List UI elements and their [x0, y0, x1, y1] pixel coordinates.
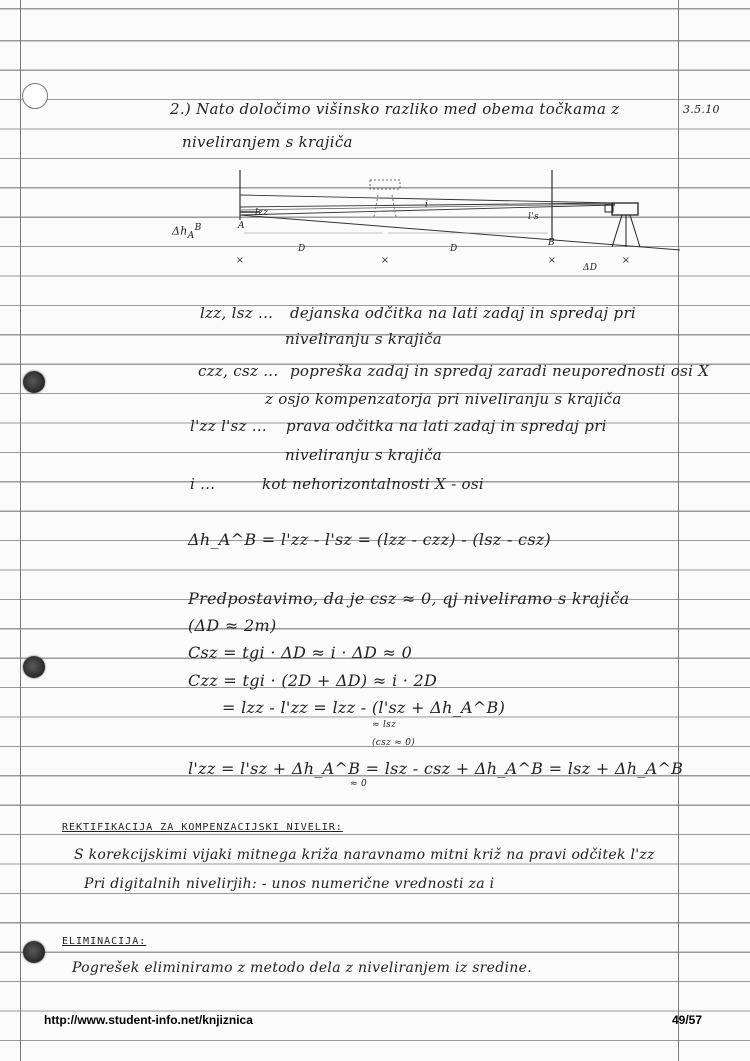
section-rektifikacija-line-2: Pri digitalnih nivelirjih: - unos numerične vrednosti za i: [84, 876, 495, 892]
ls-label: l's: [528, 212, 539, 222]
date: 3.5.10: [683, 103, 720, 116]
def-3-cont: niveliranju s krajiča: [285, 446, 443, 464]
def-2-cont: z osjo kompenzatorja pri niveliranju s krajiča: [265, 390, 622, 408]
def-3-term: l'zz l'sz ...: [190, 417, 267, 435]
assumption-line-1: Predpostavimo, da je csz ≈ 0, qj niveliramo s krajiča: [188, 589, 630, 608]
assumption-line-2: (ΔD ≈ 2m): [188, 616, 277, 635]
distance-d1: D: [298, 244, 306, 254]
delta-h-sub: A: [187, 229, 195, 241]
svg-text:×: ×: [621, 255, 631, 266]
equation-czz: Czz = tgi · (2D + ΔD) ≈ i · 2D: [188, 671, 438, 690]
i-angle-label: i: [425, 200, 429, 210]
right-margin-line: [678, 0, 679, 1061]
note-csz-zero: (csz ≈ 0): [372, 738, 416, 748]
point-a-label: A: [238, 221, 245, 231]
lz-label: lzz: [255, 208, 269, 218]
note-approx-lsz: ≈ lsz: [372, 720, 397, 730]
punch-hole: [23, 371, 45, 393]
def-1-text: dejanska odčitka na lati zadaj in spredaj pri: [290, 304, 637, 322]
distance-delta-d: ΔD: [583, 263, 598, 273]
section-rektifikacija-title: REKTIFIKACIJA ZA KOMPENZACIJSKI NIVELIR:: [62, 822, 343, 833]
equation-csz: Csz = tgi · ΔD ≈ i · ΔD ≈ 0: [188, 643, 413, 662]
footer-url[interactable]: http://www.student-info.net/knjiznica: [44, 1013, 253, 1027]
punch-hole: [23, 656, 45, 678]
svg-text:×: ×: [547, 255, 557, 266]
note-final-zero: ≈ 0: [350, 779, 368, 789]
svg-text:×: ×: [235, 255, 245, 266]
def-3-text: prava odčitka na lati zadaj in spredaj pri: [286, 417, 607, 435]
delta-h-sup: B: [194, 222, 202, 233]
def-1-cont: niveliranju s krajiča: [285, 330, 443, 348]
svg-text:×: ×: [380, 255, 390, 266]
def-1-term: lzz, lsz ...: [200, 304, 274, 322]
section-eliminacija-line-1: Pogrešek eliminiramo z metodo dela z niveliranjem iz sredine.: [72, 960, 532, 976]
punch-hole: [23, 941, 45, 963]
equation-czz-expansion: = lzz - l'zz = lzz - (l'sz + Δh_A^B): [222, 698, 506, 717]
punch-hole: [22, 83, 48, 109]
section-rektifikacija-line-1: S korekcijskimi vijaki mitnega križa naravnamo mitni križ na pravi odčitek l'zz: [74, 847, 655, 863]
def-4-term: i ...: [190, 475, 216, 493]
equation-main: Δh_A^B = l'zz - l'sz = (lzz - czz) - (lsz - csz): [188, 530, 552, 549]
distance-d2: D: [450, 244, 458, 254]
section-eliminacija-title: ELIMINACIJA:: [62, 936, 147, 947]
def-2-text: popreška zadaj in spredaj zaradi neuporednosti osi X: [290, 362, 710, 380]
left-margin-line: [20, 0, 21, 1061]
delta-h-label: [172, 222, 202, 241]
delta-h-symbol: Δh: [172, 224, 188, 238]
def-4-text: kot nehorizontalnosti X - osi: [262, 475, 484, 493]
point-b-label: B: [548, 238, 555, 248]
heading-line-2: niveliranjem s krajiča: [182, 133, 353, 151]
heading-line-1: 2.) Nato določimo višinsko razliko med obema točkama z: [170, 100, 620, 118]
page-number: 49/57: [672, 1013, 703, 1027]
def-2-term: czz, csz ...: [198, 362, 279, 380]
equation-final: l'zz = l'sz + Δh_A^B = lsz - csz + Δh_A^B = lsz + Δh_A^B: [188, 759, 684, 778]
